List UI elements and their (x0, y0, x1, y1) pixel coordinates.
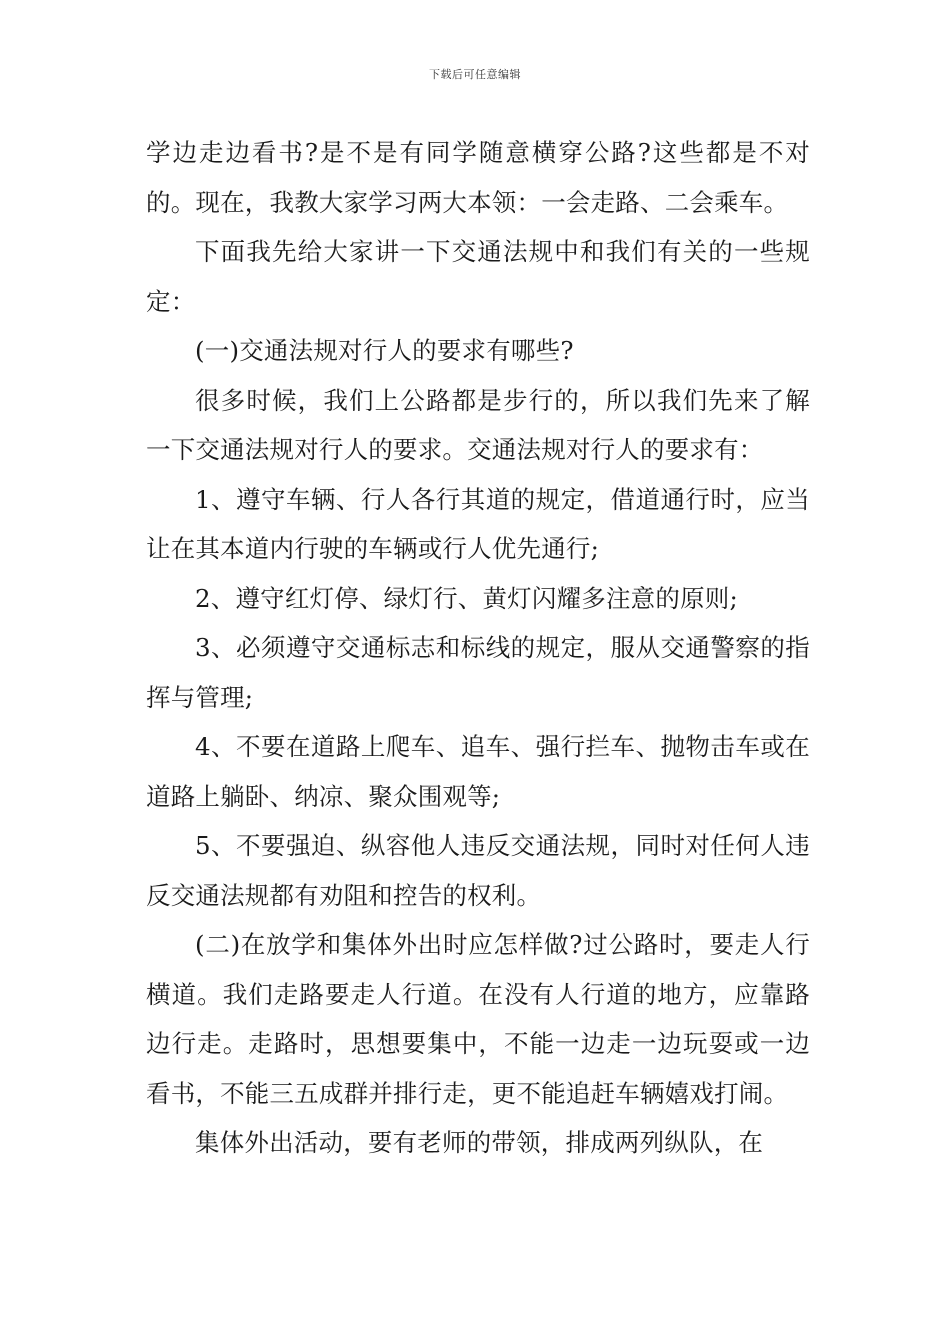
paragraph: 5、不要强迫、纵容他人违反交通法规，同时对任何人违反交通法规都有劝阻和控告的权利。 (146, 831, 810, 910)
paragraph: 4、不要在道路上爬车、追车、强行拦车、抛物击车或在道路上躺卧、纳凉、聚众围观等; (146, 732, 810, 811)
paragraph: (二)在放学和集体外出时应怎样做?过公路时，要走人行横道。我们走路要走人行道。在没有人行道的地方，应靠路边行走。走路时，思想要集中，不能一边走一边玩耍或一边看书，不能三五成群并排行走，更不能追赶车辆嬉戏打闹。 (146, 930, 810, 1108)
document-body (146, 128, 810, 1168)
paragraph: 下面我先给大家讲一下交通法规中和我们有关的一些规定： (146, 237, 810, 316)
page-header: 下载后可任意编辑 (429, 68, 521, 81)
paragraph: 3、必须遵守交通标志和标线的规定，服从交通警察的指挥与管理; (146, 633, 810, 712)
paragraph: 集体外出活动，要有老师的带领，排成两列纵队，在 (195, 1128, 764, 1157)
paragraph: (一)交通法规对行人的要求有哪些? (195, 336, 574, 365)
paragraph: 2、遵守红灯停、绿灯行、黄灯闪耀多注意的原则; (195, 583, 738, 613)
paragraph: 学边走边看书?是不是有同学随意横穿公路?这些都是不对的。现在，我教大家学习两大本领：一会走路、二会乘车。 (146, 138, 810, 217)
paragraph: 1、遵守车辆、行人各行其道的规定，借道通行时，应当让在其本道内行驶的车辆或行人优先通行; (146, 484, 810, 563)
paragraph: 很多时候，我们上公路都是步行的，所以我们先来了解一下交通法规对行人的要求。交通法规对行人的要求有： (146, 385, 810, 464)
